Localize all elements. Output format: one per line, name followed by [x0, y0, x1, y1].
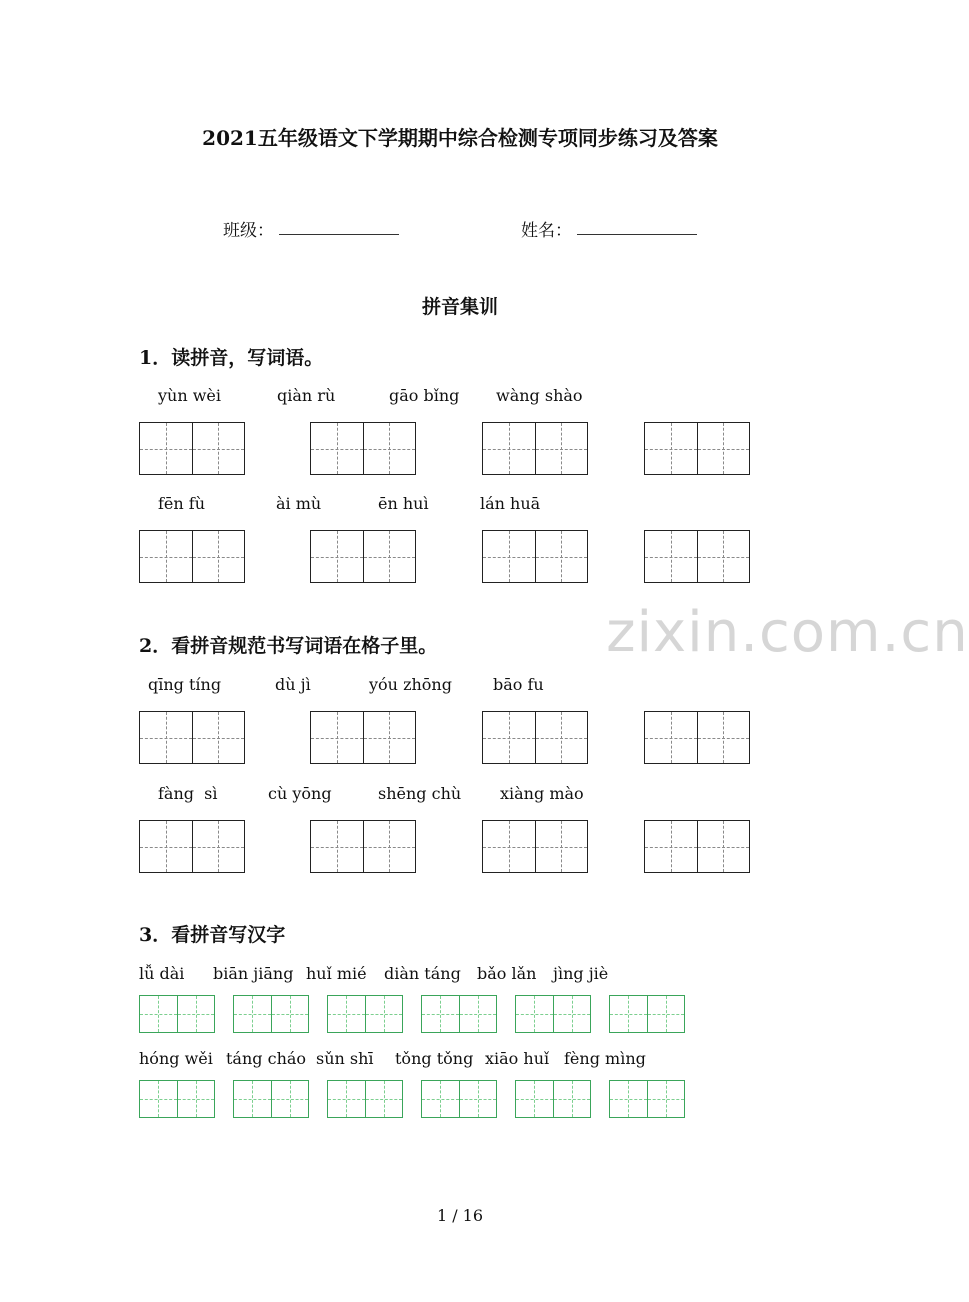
pinyin-label: ài mù	[276, 494, 322, 513]
class-blank[interactable]	[279, 234, 399, 235]
pinyin-label: yóu zhōng	[369, 675, 452, 694]
pinyin-label: lán huā	[480, 494, 541, 513]
name-blank[interactable]	[577, 234, 697, 235]
writing-grid[interactable]	[139, 1080, 215, 1118]
writing-grid[interactable]	[310, 530, 416, 583]
class-label: 班级：	[223, 221, 274, 241]
writing-grid[interactable]	[139, 530, 245, 583]
pinyin-label: xiàng mào	[500, 784, 584, 803]
writing-grid[interactable]	[482, 422, 588, 475]
pinyin-label: lǚ dài	[139, 964, 185, 983]
writing-grid[interactable]	[644, 711, 750, 764]
pinyin-label: fàng sì	[158, 784, 218, 803]
writing-grid[interactable]	[515, 995, 591, 1033]
writing-grid[interactable]	[310, 711, 416, 764]
question-2-title: 2．看拼音规范书写词语在格子里。	[139, 635, 438, 657]
pinyin-label: yùn wèi	[158, 386, 222, 405]
pinyin-label: ēn huì	[378, 494, 429, 513]
pinyin-label: qīng tíng	[148, 675, 222, 694]
pinyin-label: shēng chù	[378, 784, 462, 803]
pinyin-label: sǔn shī	[316, 1049, 374, 1068]
document-title: 2021五年级语文下学期期中综合检测专项同步练习及答案	[202, 126, 718, 150]
page-number: 1 / 16	[436, 1206, 484, 1225]
writing-grid[interactable]	[482, 711, 588, 764]
pinyin-label: cù yōng	[268, 784, 332, 803]
pinyin-label: fēn fù	[158, 494, 206, 513]
writing-grid[interactable]	[515, 1080, 591, 1118]
pinyin-label: diàn táng	[384, 964, 461, 983]
question-1-title: 1．读拼音，写词语。	[139, 347, 324, 369]
writing-grid[interactable]	[310, 422, 416, 475]
pinyin-label: qiàn rù	[277, 386, 336, 405]
pinyin-label: fèng mìng	[564, 1049, 646, 1068]
question-3-title: 3．看拼音写汉字	[139, 924, 286, 946]
writing-grid[interactable]	[233, 1080, 309, 1118]
pinyin-label: táng cháo	[226, 1049, 307, 1068]
writing-grid[interactable]	[233, 995, 309, 1033]
writing-grid[interactable]	[609, 1080, 685, 1118]
pinyin-label: hóng wěi	[139, 1049, 213, 1068]
pinyin-label: gāo bǐng	[389, 386, 460, 405]
writing-grid[interactable]	[421, 995, 497, 1033]
writing-grid[interactable]	[310, 820, 416, 873]
pinyin-label: biān jiāng	[213, 964, 294, 983]
pinyin-label: dù jì	[275, 675, 311, 694]
writing-grid[interactable]	[644, 820, 750, 873]
name-label: 姓名：	[521, 221, 572, 241]
writing-grid[interactable]	[139, 711, 245, 764]
watermark: zixin.com.cn	[606, 600, 969, 665]
pinyin-label: bāo fu	[493, 675, 544, 694]
pinyin-label: huǐ mié	[306, 964, 367, 983]
pinyin-label: bǎo lǎn	[477, 964, 537, 983]
writing-grid[interactable]	[139, 820, 245, 873]
writing-grid[interactable]	[327, 1080, 403, 1118]
writing-grid[interactable]	[327, 995, 403, 1033]
writing-grid[interactable]	[644, 422, 750, 475]
pinyin-label: wàng shào	[496, 386, 583, 405]
writing-grid[interactable]	[139, 995, 215, 1033]
writing-grid[interactable]	[644, 530, 750, 583]
pinyin-label: jìng jiè	[553, 964, 609, 983]
writing-grid[interactable]	[482, 530, 588, 583]
writing-grid[interactable]	[609, 995, 685, 1033]
writing-grid[interactable]	[421, 1080, 497, 1118]
writing-grid[interactable]	[482, 820, 588, 873]
pinyin-label: xiāo huǐ	[485, 1049, 550, 1068]
writing-grid[interactable]	[139, 422, 245, 475]
section-title: 拼音集训	[421, 296, 498, 318]
pinyin-label: tǒng tǒng	[395, 1049, 474, 1068]
